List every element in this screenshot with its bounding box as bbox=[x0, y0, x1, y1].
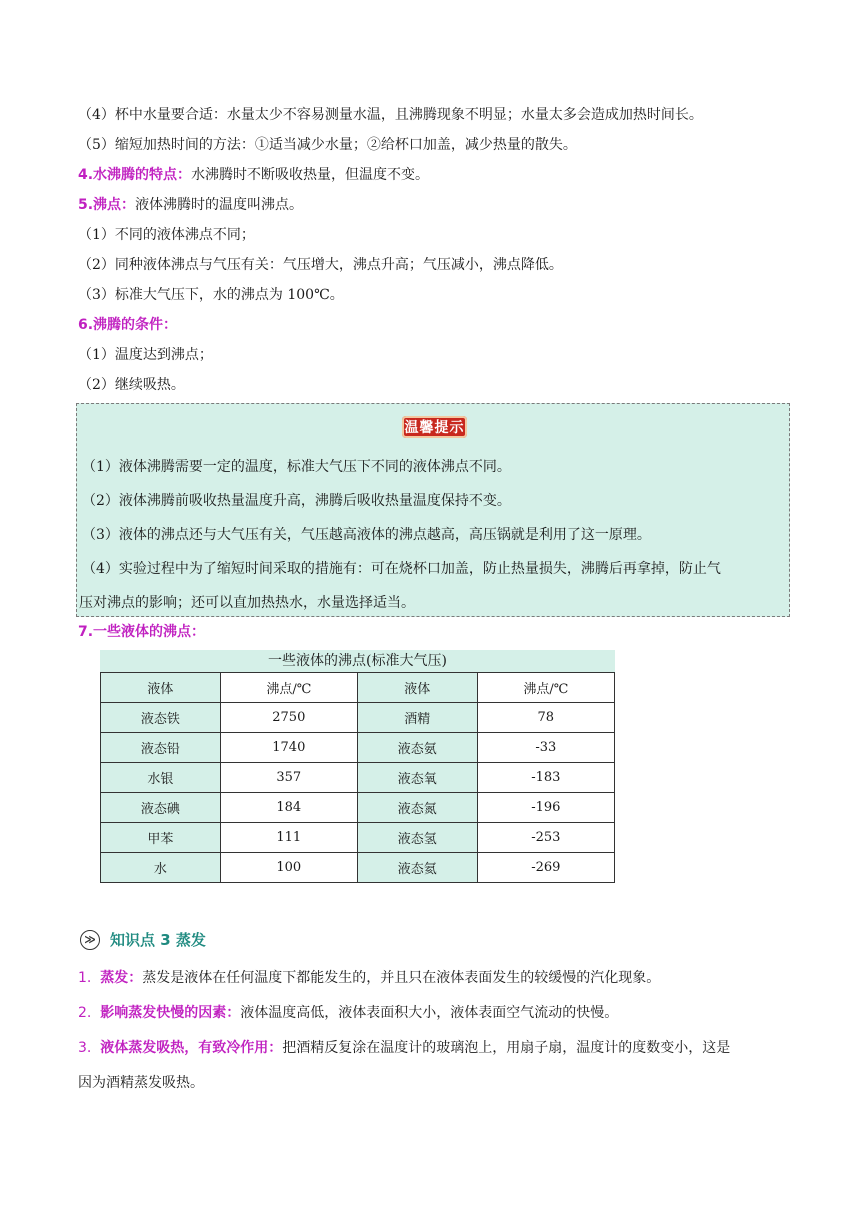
tip-box bbox=[76, 403, 790, 617]
boiling-point-table bbox=[100, 650, 615, 883]
table-row bbox=[101, 793, 615, 823]
text-line: （3）标准大气压下，水的沸点为 100℃。 bbox=[78, 287, 344, 303]
text-line: （1）温度达到沸点； bbox=[78, 347, 213, 363]
knowledge-point-heading bbox=[80, 929, 206, 950]
table-cell: 液态氦 bbox=[357, 853, 477, 883]
table-cell: 甲苯 bbox=[101, 823, 221, 853]
table-cell: -196 bbox=[477, 793, 614, 823]
table-cell: 1740 bbox=[220, 733, 357, 763]
table-cell: -269 bbox=[477, 853, 614, 883]
item-heading: 蒸发： bbox=[100, 970, 143, 986]
table-row bbox=[101, 763, 615, 793]
text-line bbox=[78, 195, 303, 215]
text-line: 因为酒精蒸发吸热。 bbox=[78, 1075, 204, 1091]
table-cell: 水 bbox=[101, 853, 221, 883]
item-number: 2. bbox=[78, 1005, 92, 1021]
table-row bbox=[101, 853, 615, 883]
column-header: 液体 bbox=[101, 673, 221, 703]
text-line: （1）不同的液体沸点不同； bbox=[78, 227, 255, 243]
section-heading: 7.一些液体的沸点： bbox=[78, 624, 206, 640]
table-cell: 184 bbox=[220, 793, 357, 823]
table-cell: 78 bbox=[477, 703, 614, 733]
text-line: （4）杯中水量要合适：水量太少不容易测量水温，且沸腾现象不明显；水量太多会造成加热时间长。 bbox=[78, 107, 703, 123]
text-line: （2）继续吸热。 bbox=[78, 377, 185, 393]
table-cell: 酒精 bbox=[357, 703, 477, 733]
item-body: 蒸发是液体在任何温度下都能发生的，并且只在液体表面发生的较缓慢的汽化现象。 bbox=[142, 970, 661, 986]
tip-line: 压对沸点的影响；还可以直加热热水，水量选择适当。 bbox=[79, 595, 415, 611]
text-line: （5）缩短加热时间的方法：①适当减少水量；②给杯口加盖，减少热量的散失。 bbox=[78, 137, 577, 153]
text-line bbox=[78, 968, 660, 988]
section-heading: 6.沸腾的条件： bbox=[78, 317, 178, 333]
text-line: （2）同种液体沸点与气压有关：气压增大，沸点升高；气压减小，沸点降低。 bbox=[78, 257, 563, 273]
table-cell: 液态铅 bbox=[101, 733, 221, 763]
table-cell: 液态铁 bbox=[101, 703, 221, 733]
column-header: 沸点/℃ bbox=[477, 673, 614, 703]
section-body: 液体沸腾时的温度叫沸点。 bbox=[135, 197, 304, 213]
table-cell: 液态碘 bbox=[101, 793, 221, 823]
table-cell: 2750 bbox=[220, 703, 357, 733]
table-header-row bbox=[101, 673, 615, 703]
item-number: 3. bbox=[78, 1040, 92, 1056]
section-body: 水沸腾时不断吸收热量，但温度不变。 bbox=[191, 167, 430, 183]
section-heading: 4.水沸腾的特点： bbox=[78, 167, 192, 183]
tip-line: （1）液体沸腾需要一定的温度，标准大气压下不同的液体沸点不同。 bbox=[82, 459, 511, 475]
item-number: 1. bbox=[78, 970, 92, 986]
table-cell: 111 bbox=[220, 823, 357, 853]
table-cell: 液态氢 bbox=[357, 823, 477, 853]
text-line bbox=[78, 1003, 618, 1023]
table-caption: 一些液体的沸点(标准大气压) bbox=[100, 650, 615, 672]
text-line bbox=[78, 165, 429, 185]
column-header: 沸点/℃ bbox=[220, 673, 357, 703]
table-cell: -33 bbox=[477, 733, 614, 763]
tip-line: （3）液体的沸点还与大气压有关，气压越高液体的沸点越高，高压锅就是利用了这一原理。 bbox=[82, 527, 651, 543]
table-row bbox=[101, 703, 615, 733]
column-header: 液体 bbox=[357, 673, 477, 703]
item-body: 把酒精反复涂在温度计的玻璃泡上，用扇子扇，温度计的度数变小，这是 bbox=[282, 1040, 731, 1056]
section-heading: 5.沸点： bbox=[78, 197, 136, 213]
table-row bbox=[101, 733, 615, 763]
table-row bbox=[101, 823, 615, 853]
table-cell: 液态氧 bbox=[357, 763, 477, 793]
knowledge-point-title: 知识点 3 蒸发 bbox=[110, 931, 206, 949]
item-heading: 影响蒸发快慢的因素： bbox=[100, 1005, 241, 1021]
arrow-circle-icon: ≫ bbox=[80, 930, 100, 950]
text-line bbox=[78, 1038, 730, 1058]
item-heading: 液体蒸发吸热，有致冷作用： bbox=[100, 1040, 283, 1056]
tip-badge: 温馨提示 bbox=[402, 416, 467, 438]
tip-line: （4）实验过程中为了缩短时间采取的措施有：可在烧杯口加盖，防止热量损失，沸腾后再拿掉，防止气 bbox=[82, 561, 721, 577]
table-cell: 液态氮 bbox=[357, 793, 477, 823]
table-cell: -183 bbox=[477, 763, 614, 793]
table-cell: 水银 bbox=[101, 763, 221, 793]
item-body: 液体温度高低，液体表面积大小，液体表面空气流动的快慢。 bbox=[240, 1005, 619, 1021]
table-cell: -253 bbox=[477, 823, 614, 853]
table-cell: 100 bbox=[220, 853, 357, 883]
table-cell: 液态氨 bbox=[357, 733, 477, 763]
tip-line: （2）液体沸腾前吸收热量温度升高，沸腾后吸收热量温度保持不变。 bbox=[82, 493, 511, 509]
table-cell: 357 bbox=[220, 763, 357, 793]
